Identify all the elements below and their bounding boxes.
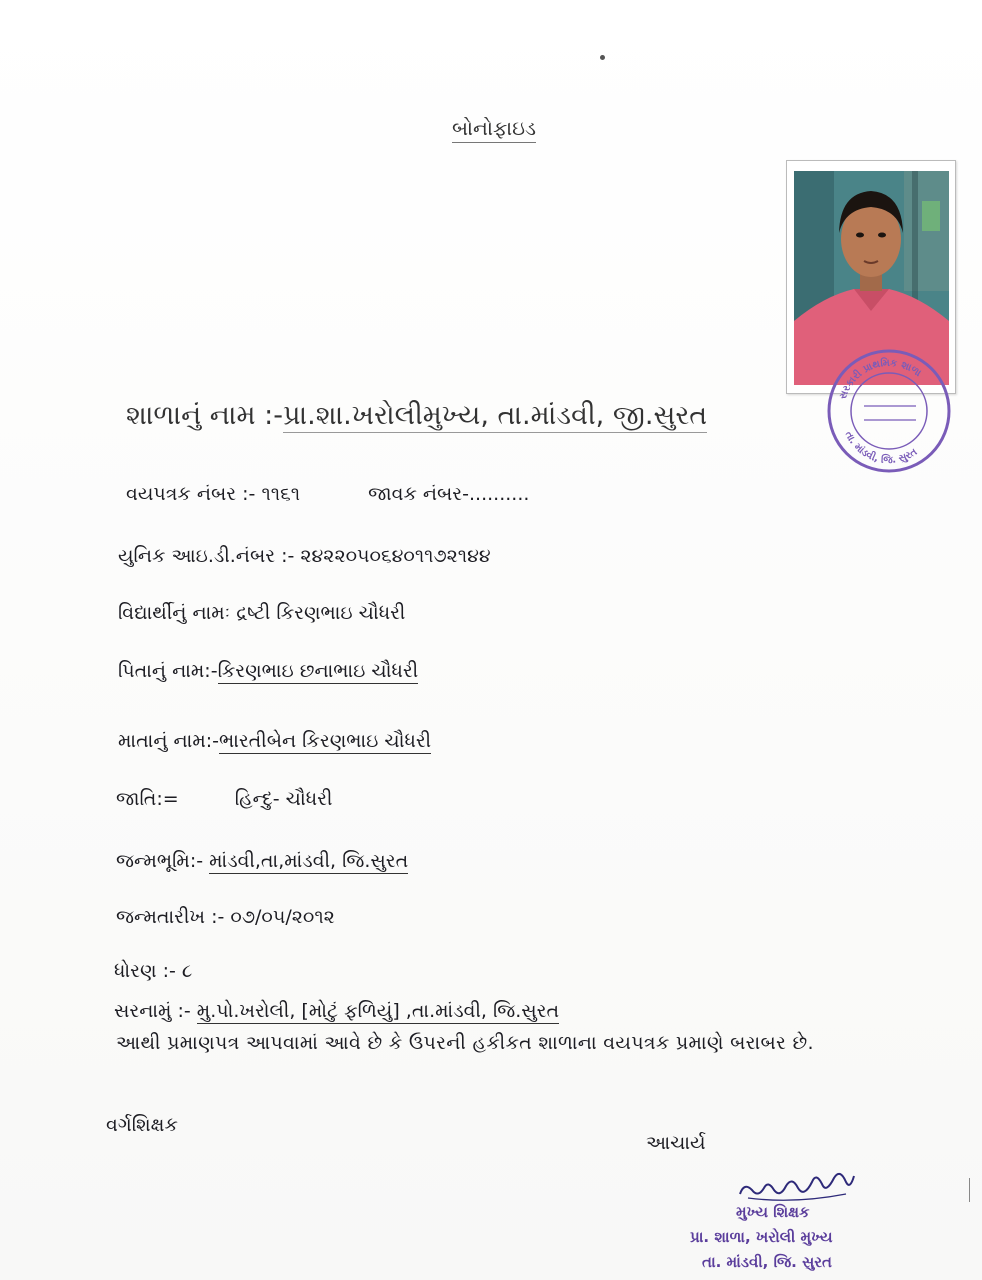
school-name-value: પ્રા.શા.ખરોલીમુખ્ય, તા.માંડવી, જી.સુરત <box>283 400 708 431</box>
stamp-bottom-text: તા. માંડવી, જિ. સુરત <box>842 429 920 467</box>
birthplace-value: માંડવી,તા,માંડવી, જિ.સુરત <box>209 850 409 872</box>
register-number-value: ૧૧૬૧ <box>261 483 301 505</box>
seal-location: તા. માંડવી, જિ. સુરત <box>702 1253 832 1271</box>
father-name-value: કિરણભાઇ છનાભાઇ ચૌધરી <box>217 660 419 682</box>
address-value: મુ.પો.ખરોલી, [મોટું ફળિયું] ,તા.માંડવી, જિ.સુરત <box>196 1000 560 1022</box>
student-name-value: દ્રષ્ટી કિરણભાઇ ચૌધરી <box>236 602 406 624</box>
caste-value: હિન્દુ- ચૌધરી <box>234 788 333 810</box>
document-title: બોનોફાઇડ <box>452 116 536 143</box>
birthplace-line <box>116 850 408 872</box>
address-label: સરનામું :- <box>114 1000 191 1022</box>
outward-number-value: .......... <box>469 483 530 505</box>
scan-edge-mark <box>969 1178 970 1202</box>
caste-label: જાતિ:= <box>116 788 179 810</box>
register-number-line <box>126 483 529 505</box>
outward-number-label: જાવક નંબર- <box>368 483 469 505</box>
school-stamp <box>824 346 954 476</box>
mother-name-line <box>118 730 431 752</box>
school-name-line <box>126 400 707 432</box>
principal-label: આચાર્ય <box>646 1132 706 1154</box>
standard-value: ૮ <box>181 960 193 982</box>
standard-label: ધોરણ :- <box>114 960 176 982</box>
dob-line <box>116 906 335 928</box>
father-name-line <box>118 660 418 682</box>
certification-text: આથી પ્રમાણપત્ર આપવામાં આવે છે કે ઉપરની હકીકત શાળાના વયપત્રક પ્રમાણે બરાબર છે. <box>116 1032 814 1054</box>
dob-label: જન્મતારીખ :- <box>116 906 225 928</box>
standard-line <box>114 960 192 982</box>
seal-designation: મુખ્ય શિક્ષક <box>736 1203 810 1221</box>
address-line <box>114 1000 559 1022</box>
register-number-label: વયપત્રક નંબર :- <box>126 483 256 505</box>
svg-text:સરકારી પ્રાથમિક શાળા <box>838 356 924 401</box>
birthplace-label: જન્મભૂમિ:- <box>116 850 204 872</box>
caste-line <box>116 788 332 810</box>
class-teacher-label: વર્ગશિક્ષક <box>106 1114 178 1136</box>
student-name-line <box>118 602 405 624</box>
dob-value: ૦૭/૦૫/૨૦૧૨ <box>230 906 335 928</box>
scan-speck <box>600 55 605 60</box>
mother-name-value: ભારતીબેન કિરણભાઇ ચૌધરી <box>219 730 432 752</box>
student-name-label: વિદ્યાર્થીનું નામઃ <box>118 602 231 624</box>
mother-name-label: માતાનું નામ:- <box>118 730 219 752</box>
unique-id-label: યુનિક આઇ.ડી.નંબર :- <box>118 545 295 567</box>
seal-school: પ્રા. શાળા, ખરોલી મુખ્ય <box>690 1228 833 1246</box>
father-name-label: પિતાનું નામ:- <box>118 660 218 682</box>
stamp-top-text: સરકારી પ્રાથમિક શાળા <box>837 357 924 401</box>
unique-id-line <box>118 545 491 567</box>
unique-id-value: ૨૪૨૨૦૫૦૬૪૦૧૧૭૨૧૪૪ <box>300 545 491 567</box>
principal-signature <box>734 1164 858 1206</box>
school-name-label: શાળાનું નામ :- <box>126 400 284 431</box>
